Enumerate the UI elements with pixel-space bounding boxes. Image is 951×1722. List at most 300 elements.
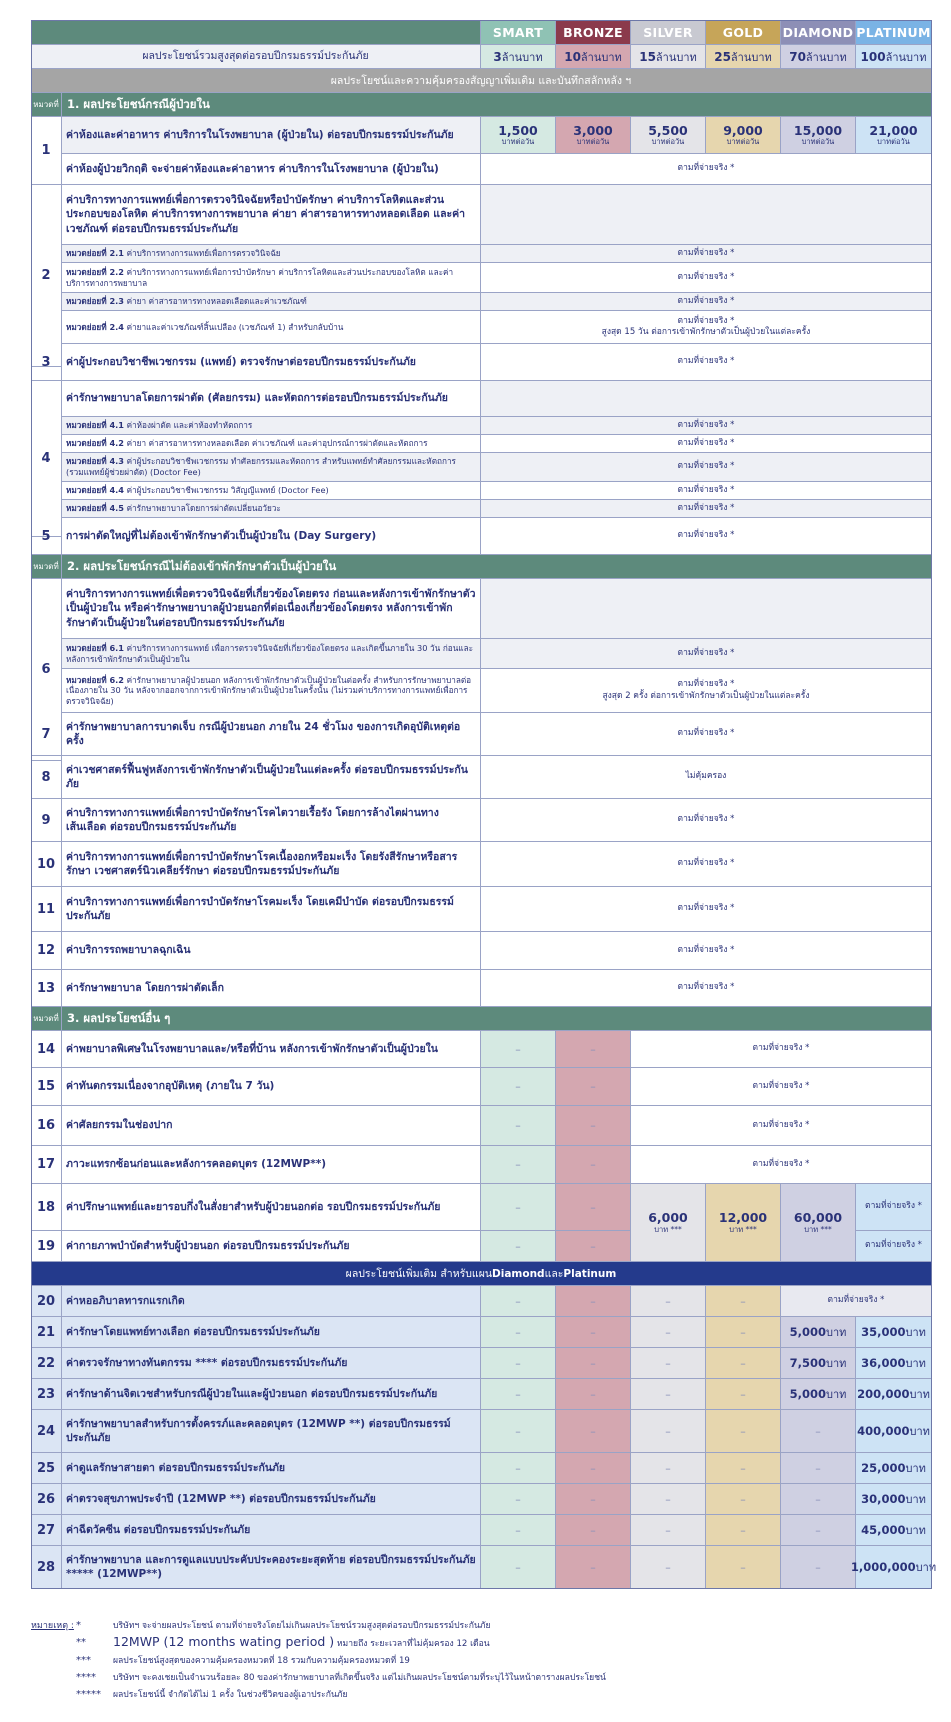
actual-text: ตามที่จ่ายจริง * — [677, 944, 735, 955]
row-number: 5 — [31, 518, 62, 555]
amount-unit: บาท — [825, 1388, 847, 1401]
sub-row — [31, 669, 932, 713]
room-value-bronze — [556, 117, 631, 154]
table-row-22 — [31, 1348, 932, 1379]
sub-text: ค่าผู้ประกอบวิชาชีพเวชกรรม ทำศัลยกรรมและหัตถการ สำหรับแพทย์ทำศัลยกรรมและหัตถการ (รวมแพทย์ผู้ช่วยผ่าตัด) (Doctor Fee) — [66, 456, 456, 477]
row-description: ค่าหออภิบาลทารกแรกเกิด — [62, 1286, 481, 1317]
sub-row — [31, 435, 932, 453]
row-number: 13 — [31, 970, 62, 1007]
sub-label: หมวดย่อยที่ 2.2 — [66, 266, 124, 277]
row-number: 24 — [31, 1410, 62, 1453]
sum-unit: ล้านบาท — [885, 50, 927, 64]
actual-text: ตามที่จ่ายจริง * — [677, 271, 735, 282]
value-dash: – — [556, 1515, 631, 1546]
platinum-amount — [856, 1317, 932, 1348]
row-number: 23 — [31, 1379, 62, 1410]
sub-label: หมวดย่อยที่ 6.2 — [66, 674, 124, 685]
plan-sum-platinum — [856, 45, 932, 69]
sum-unit: ล้านบาท — [805, 50, 847, 64]
value-dash: – — [556, 1379, 631, 1410]
sub-description — [62, 453, 481, 482]
sum-number: 10 — [564, 49, 581, 64]
row-number: 11 — [31, 887, 62, 932]
room-value-gold — [706, 117, 781, 154]
row-description: ค่าบริการทางการแพทย์เพื่อการตรวจวินิจฉัยหรือบำบัดรักษา ค่าบริการโลหิตและส่วนประกอบของโลหิต ค่าบริการทางการพยาบาล ค่ายา ค่าสารอาหารทางหลอดเลือด และค่าเวชภัณฑ์ ต่อรอบปีกรมธรรม์ประกันภัย — [62, 185, 481, 245]
value-actual — [781, 1286, 932, 1317]
value-dash: – — [556, 1031, 631, 1068]
row-number: 6 — [31, 579, 62, 761]
value-actual — [631, 1106, 932, 1146]
amount-unit: บาท — [905, 1493, 926, 1506]
value-actual — [481, 311, 932, 344]
row-number: 1 — [31, 117, 62, 185]
combined-unit: บาท *** — [729, 1224, 757, 1234]
plan-header-bronze: BRONZE — [556, 20, 631, 45]
sub-line — [66, 296, 307, 307]
band-and: และ — [544, 1268, 564, 1280]
value-dash: – — [706, 1379, 781, 1410]
sub-description — [62, 435, 481, 453]
actual-text: ตามที่จ่ายจริง * — [677, 356, 735, 367]
room-unit: บาทต่อวัน — [726, 137, 760, 147]
row-description: ค่ารักษาพยาบาลการบาดเจ็บ กรณีผู้ป่วยนอก ภายใน 24 ชั่วโมง ของการเกิดอุบัติเหตุต่อครั้ง — [62, 713, 481, 756]
row-description: ค่าห้องและค่าอาหาร ค่าบริการในโรงพยาบาล (ผู้ป่วยใน) ต่อรอบปีกรมธรรม์ประกันภัย — [62, 117, 481, 154]
room-value: 1,500 — [498, 122, 538, 138]
value-actual — [481, 799, 932, 842]
amount-unit: บาท — [905, 1524, 926, 1537]
table-row-25 — [31, 1453, 932, 1484]
room-value-silver — [631, 117, 706, 154]
note-star: * — [76, 1619, 81, 1631]
value-actual — [481, 435, 932, 453]
value-actual — [481, 263, 932, 293]
value-dash: – — [481, 1453, 556, 1484]
value-dash: – — [481, 1068, 556, 1106]
row-number: 12 — [31, 932, 62, 970]
plan-sum-smart — [481, 45, 556, 69]
plan-sum-silver — [631, 45, 706, 69]
room-value: 9,000 — [723, 122, 763, 138]
table-row-27 — [31, 1515, 932, 1546]
row-number: 10 — [31, 842, 62, 887]
sub-description — [62, 245, 481, 263]
combined-value-silver — [631, 1184, 706, 1262]
sub-row — [31, 263, 932, 293]
note-text: ผลประโยชน์สูงสุดของความคุ้มครองหมวดที่ 18 รวมกับความคุ้มครองหมวดที่ 19 — [113, 1656, 410, 1666]
value-dash: – — [631, 1453, 706, 1484]
actual-text: ตามที่จ่ายจริง * — [677, 903, 735, 914]
table-row-23 — [31, 1379, 932, 1410]
room-value: 5,500 — [648, 122, 688, 138]
value-dash: – — [631, 1484, 706, 1515]
value-dash: – — [781, 1484, 856, 1515]
combined-value-diamond — [781, 1184, 856, 1262]
actual-text: ตามที่จ่ายจริง * — [677, 419, 735, 430]
value-dash: – — [481, 1317, 556, 1348]
note-star: ***** — [76, 1688, 101, 1700]
sub-description — [62, 263, 481, 293]
plan-header-diamond: DIAMOND — [781, 20, 856, 45]
amount-unit: บาท — [909, 1388, 930, 1401]
amount-unit: บาท — [915, 1561, 937, 1574]
actual-text: ตามที่จ่ายจริง * — [752, 1158, 810, 1169]
value-dash: – — [706, 1484, 781, 1515]
band-diamond-platinum — [31, 1262, 932, 1286]
row-number: 8 — [31, 756, 62, 799]
sub-label: หมวดย่อยที่ 2.3 — [66, 296, 124, 307]
section-tag: หมวดที่ — [31, 93, 62, 117]
sub-description — [62, 311, 481, 344]
max-note: สูงสุด 2 ครั้ง ต่อการเข้าพักรักษาตัวเป็นผู้ป่วยในแต่ละครั้ง — [602, 690, 810, 701]
value-dash: – — [781, 1410, 856, 1453]
value-dash: – — [706, 1546, 781, 1589]
additional-band — [31, 1262, 932, 1286]
sum-number: 25 — [714, 49, 731, 64]
value-dash: – — [481, 1546, 556, 1589]
actual-text: ตามที่จ่ายจริง * — [677, 295, 735, 306]
value-dash: – — [481, 1515, 556, 1546]
table-row-28 — [31, 1546, 937, 1589]
table-row-13 — [31, 970, 932, 1007]
room-unit: บาทต่อวัน — [651, 137, 685, 147]
row-1b — [31, 154, 932, 185]
sub-label: หมวดย่อยที่ 4.4 — [66, 485, 124, 496]
note-row — [31, 1617, 931, 1633]
row-number: 19 — [31, 1231, 62, 1262]
amount-value: 25,000 — [861, 1461, 906, 1475]
value-actual — [631, 1031, 932, 1068]
actual-text: ตามที่จ่ายจริง * — [865, 1201, 922, 1212]
sum-label: ผลประโยชน์รวมสูงสุดต่อรอบปีกรมธรรม์ประกันภัย — [31, 45, 481, 69]
sum-number: 100 — [860, 49, 886, 64]
actual-text: ตามที่จ่ายจริง * — [677, 502, 735, 513]
plan-header-platinum: PLATINUM — [856, 20, 932, 45]
table-row-5 — [31, 518, 932, 555]
diamond-amount — [781, 1348, 856, 1379]
sub-line — [66, 248, 281, 259]
row-description: ค่าบริการทางการแพทย์เพื่อตรวจวินิจฉัยที่เกี่ยวข้องโดยตรง ก่อนและหลังการเข้าพักรักษาตัวเป็นผู้ป่วยใน หรือค่ารักษาพยาบาลผู้ป่วยนอกที่ต่อเนื่องเกี่ยวข้องโดยตรง หลังการเข้าพักรักษาตัวเป็นผู้ป่วยในต่อรอบปีกรมธรรม์ประกันภัย — [62, 579, 481, 639]
table-row-12 — [31, 932, 932, 970]
value-dash: – — [631, 1348, 706, 1379]
sub-line — [66, 485, 329, 496]
amount-unit: บาท — [825, 1357, 847, 1370]
row-description: ค่าเวชศาสตร์ฟื้นฟูหลังการเข้าพักรักษาตัวเป็นผู้ป่วยในแต่ละครั้ง ต่อรอบปีกรมธรรม์ประกันภัย — [62, 756, 481, 799]
value-dash: – — [481, 1031, 556, 1068]
sub-row — [31, 500, 932, 518]
section-title: 3. ผลประโยชน์อื่น ๆ — [62, 1007, 932, 1031]
plan-header-gold: GOLD — [706, 20, 781, 45]
note-12mwp: 12MWP (12 months wating period ) — [113, 1634, 335, 1649]
value-actual — [481, 154, 932, 185]
sub-row — [31, 453, 932, 482]
coverage-band: ผลประโยชน์และความคุ้มครองสัญญาเพิ่มเติม และบันทึกสลักหลัง ฯ — [31, 69, 932, 93]
table-row-26 — [31, 1484, 932, 1515]
value-dash: – — [556, 1146, 631, 1184]
sub-line — [66, 503, 281, 514]
row-description: ค่าศัลยกรรมในช่องปาก — [62, 1106, 481, 1146]
value-actual — [481, 245, 932, 263]
table-row-10 — [31, 842, 932, 887]
row-number: 15 — [31, 1068, 62, 1106]
combined-value: 60,000 — [793, 1210, 843, 1226]
sub-text: ค่าบริการทางการแพทย์เพื่อการตรวจวินิจฉัย — [123, 248, 281, 259]
plan-sum-gold — [706, 45, 781, 69]
actual-text: ตามที่จ่ายจริง * — [752, 1043, 810, 1054]
platinum-amount — [856, 1379, 932, 1410]
row-number: 21 — [31, 1317, 62, 1348]
room-value: 15,000 — [793, 122, 843, 138]
sub-line — [66, 267, 476, 288]
sub-text: ค่าห้องผ่าตัด และค่าห้องทำหัตถการ — [123, 420, 253, 431]
sub-label: หมวดย่อยที่ 2.4 — [66, 321, 124, 332]
table-row-3 — [31, 344, 932, 381]
value-dash: – — [481, 1286, 556, 1317]
combined-value: 12,000 — [718, 1210, 768, 1226]
value-dash: – — [556, 1286, 631, 1317]
row-number: 3 — [31, 344, 62, 381]
row-number: 25 — [31, 1453, 62, 1484]
actual-text: ตามที่จ่ายจริง * — [677, 728, 735, 739]
sum-unit: ล้านบาท — [501, 50, 543, 64]
row-description: ค่าบริการทางการแพทย์เพื่อการบำบัดรักษาโรคเนื้องอกหรือมะเร็ง โดยรังสีรักษาหรือสารรักษา เวชศาสตร์นิวเคลียร์รักษา ต่อรอบปีกรมธรรม์ประกันภัย — [62, 842, 481, 887]
note-star: ** — [76, 1636, 86, 1648]
row-1a — [31, 117, 932, 154]
value-dash: – — [706, 1453, 781, 1484]
row-number: 17 — [31, 1146, 62, 1184]
sub-text: ค่ายา ค่าสารอาหารทางหลอดเลือด ค่าเวชภัณฑ์ และค่าอุปกรณ์การผ่าตัดและหัตถการ — [123, 438, 428, 449]
sub-text: ค่าบริการทางการแพทย์เพื่อการบำบัดรักษา ค่าบริการโลหิตและส่วนประกอบของโลหิต และค่าบริการทางการพยาบาล — [66, 266, 454, 288]
actual-text: ตามที่จ่ายจริง * — [677, 484, 735, 495]
platinum-amount — [856, 1515, 932, 1546]
note-text: ผลประโยชน์นี้ จำกัดได้ไม่ 1 ครั้ง ในช่วงชีวิตของผู้เอาประกันภัย — [113, 1690, 348, 1700]
value-actual — [481, 482, 932, 500]
band-text: ผลประโยชน์เพิ่มเติม สำหรับแผน — [345, 1268, 493, 1280]
value-dash: – — [631, 1546, 706, 1589]
sub-row — [31, 293, 932, 311]
value-dash: – — [781, 1546, 856, 1589]
room-value-diamond — [781, 117, 856, 154]
row-number: 9 — [31, 799, 62, 842]
section-tag: หมวดที่ — [31, 1007, 62, 1031]
note-text: บริษัทฯ จะจ่ายผลประโยชน์ ตามที่จ่ายจริงโดยไม่เกินผลประโยชน์รวมสูงสุดต่อรอบปีกรมธรรม์ประกันภัย — [113, 1621, 491, 1631]
amount-unit: บาท — [905, 1462, 926, 1475]
note-row — [31, 1634, 931, 1650]
sub-label: หมวดย่อยที่ 4.3 — [66, 456, 124, 467]
combined-unit: บาท *** — [654, 1224, 682, 1234]
amount-value: 36,000 — [861, 1356, 906, 1370]
row-description: ภาวะแทรกซ้อนก่อนและหลังการคลอดบุตร (12MWP**) — [62, 1146, 481, 1184]
value-actual — [481, 293, 932, 311]
amount-value: 45,000 — [861, 1523, 906, 1537]
sub-label: หมวดย่อยที่ 4.2 — [66, 438, 124, 449]
table-row-7 — [31, 713, 932, 756]
value-actual — [481, 932, 932, 970]
sub-text: ค่าผู้ประกอบวิชาชีพเวชกรรม วิสัญญีแพทย์ (Doctor Fee) — [123, 485, 329, 496]
value-dash: – — [556, 1068, 631, 1106]
table-row-15 — [31, 1068, 932, 1106]
value-dash: – — [556, 1348, 631, 1379]
sub-line — [66, 456, 476, 477]
row-number: 7 — [31, 713, 62, 756]
value-actual — [481, 669, 932, 713]
value-actual — [631, 1068, 932, 1106]
table-row-14 — [31, 1031, 932, 1068]
value-dash: – — [631, 1317, 706, 1348]
blank-cell — [481, 381, 932, 417]
sum-number: 3 — [493, 49, 502, 64]
value-actual — [481, 453, 932, 482]
value-dash: – — [781, 1453, 856, 1484]
sub-description — [62, 482, 481, 500]
value-dash: – — [556, 1184, 631, 1231]
row-number: 14 — [31, 1031, 62, 1068]
amount-unit: บาท — [905, 1326, 926, 1339]
platinum-amount — [856, 1410, 932, 1453]
value-dash: – — [556, 1231, 631, 1262]
row-number: 27 — [31, 1515, 62, 1546]
value-dash: – — [631, 1410, 706, 1453]
table-row-9 — [31, 799, 932, 842]
actual-text: ตามที่จ่ายจริง * — [677, 437, 735, 448]
value-dash: – — [481, 1231, 556, 1262]
actual-text: ตามที่จ่ายจริง * — [677, 858, 735, 869]
section-2 — [31, 555, 932, 579]
row-description: ค่าดูแลรักษาสายตา ต่อรอบปีกรมธรรม์ประกันภัย — [62, 1453, 481, 1484]
platinum-amount — [856, 1348, 932, 1379]
row-number: 16 — [31, 1106, 62, 1146]
diamond-amount — [781, 1317, 856, 1348]
value-dash: – — [481, 1348, 556, 1379]
value-actual — [481, 639, 932, 669]
amount-value: 7,500 — [789, 1356, 826, 1370]
max-note: สูงสุด 15 วัน ต่อการเข้าพักรักษาตัวเป็นผู้ป่วยในแต่ละครั้ง — [601, 327, 811, 337]
value-dash: – — [556, 1453, 631, 1484]
value-dash: – — [481, 1410, 556, 1453]
sub-description — [62, 639, 481, 669]
sub-row — [31, 311, 932, 344]
plan-header-silver: SILVER — [631, 20, 706, 45]
row-6 — [31, 579, 932, 639]
table-row-24 — [31, 1410, 932, 1453]
actual-text: ตามที่จ่ายจริง * — [677, 679, 735, 690]
section-tag: หมวดที่ — [31, 555, 62, 579]
section-3 — [31, 1007, 932, 1031]
actual-text: ตามที่จ่ายจริง * — [752, 1119, 810, 1130]
sub-line — [66, 675, 476, 707]
sum-unit: ล้านบาท — [580, 50, 622, 64]
amount-unit: บาท — [905, 1357, 926, 1370]
amount-value: 200,000 — [857, 1387, 910, 1401]
row-4 — [31, 381, 932, 417]
platinum-amount — [856, 1453, 932, 1484]
blank-cell — [481, 579, 932, 639]
row-description: ค่ารักษาพยาบาล และการดูแลแบบประคับประคองระยะสุดท้าย ต่อรอบปีกรมธรรม์ประกันภัย ***** (12MWP**) — [62, 1546, 481, 1589]
value-actual — [481, 713, 932, 756]
room-unit: บาทต่อวัน — [877, 137, 910, 147]
sub-label: หมวดย่อยที่ 2.1 — [66, 248, 124, 259]
sum-number: 70 — [789, 49, 806, 64]
value-actual — [481, 842, 932, 887]
plan-sum-diamond — [781, 45, 856, 69]
row-number: 22 — [31, 1348, 62, 1379]
notes-label: หมายเหตุ : — [31, 1621, 74, 1631]
room-value: 3,000 — [573, 122, 613, 138]
sum-unit: ล้านบาท — [730, 50, 772, 64]
sub-description — [62, 669, 481, 713]
actual-text: ตามที่จ่ายจริง * — [677, 982, 735, 993]
actual-text: ตามที่จ่ายจริง * — [827, 1295, 885, 1306]
plan-sum-bronze — [556, 45, 631, 69]
row-number: 20 — [31, 1286, 62, 1317]
sub-text: ค่ารักษาพยาบาลผู้ป่วยนอก หลังการเข้าพักรักษาตัวเป็นผู้ป่วยในต่อครั้ง สำหรับการรักษาพยาบาลต่อเนื่องภายใน 30 วัน หลังจากออกจากการเข้าพักรักษาตัวเป็นผู้ป่วยในครั้งนั้น (ไม่รวมค่าบริการทางการแพทย์เพื่อการตรวจวินิจฉัย) — [66, 674, 472, 706]
value-dash: – — [481, 1484, 556, 1515]
actual-text: ตามที่จ่ายจริง * — [677, 247, 735, 258]
note-text: บริษัทฯ จะคงเชยเป็นจำนวนร้อยละ 80 ของค่ารักษาพยาบาลที่เกิดขึ้นจริง แต่ไม่เกินผลประโยชน์ตามที่ระบุไว้ในหน้าตารางผลประโยชน์ — [113, 1673, 606, 1683]
row-description: ค่าทันตกรรมเนื่องจากอุบัติเหตุ (ภายใน 7 วัน) — [62, 1068, 481, 1106]
table-row-20 — [31, 1286, 932, 1317]
room-value-platinum — [856, 117, 932, 154]
sub-text: ค่ารักษาพยาบาลโดยการผ่าตัดเปลี่ยนอวัยวะ — [123, 503, 281, 514]
sub-description — [62, 500, 481, 518]
combined-value-gold — [706, 1184, 781, 1262]
blank-cell — [481, 185, 932, 245]
row-description: ค่ารักษาโดยแพทย์ทางเลือก ต่อรอบปีกรมธรรม์ประกันภัย — [62, 1317, 481, 1348]
row-description: การผ่าตัดใหญ่ที่ไม่ต้องเข้าพักรักษาตัวเป็นผู้ป่วยใน (Day Surgery) — [62, 518, 481, 555]
band-platinum: Platinum — [563, 1267, 617, 1280]
actual-text: ตามที่จ่ายจริง * — [677, 315, 735, 326]
amount-value: 30,000 — [861, 1492, 906, 1506]
value-actual — [481, 417, 932, 435]
row-description: ค่ารักษาพยาบาลสำหรับการตั้งครรภ์และคลอดบุตร (12MWP **) ต่อรอบปีกรมธรรม์ประกันภัย — [62, 1410, 481, 1453]
table-row-11 — [31, 887, 932, 932]
table-row-16 — [31, 1106, 932, 1146]
table-row-21 — [31, 1317, 932, 1348]
sum-number: 15 — [639, 49, 656, 64]
row-description: ค่าบริการรถพยาบาลฉุกเฉิน — [62, 932, 481, 970]
plan-header-row — [31, 20, 932, 45]
row-description: ค่าตรวจรักษาทางทันตกรรม **** ต่อรอบปีกรมธรรม์ประกันภัย — [62, 1348, 481, 1379]
value-dash: – — [481, 1146, 556, 1184]
sub-label: หมวดย่อยที่ 4.5 — [66, 503, 124, 514]
amount-value: 400,000 — [857, 1424, 910, 1438]
row-description: ค่าบริการทางการแพทย์เพื่อการบำบัดรักษาโรคมะเร็ง โดยเคมีบำบัด ต่อรอบปีกรมธรรม์ประกันภัย — [62, 887, 481, 932]
room-unit: บาทต่อวัน — [576, 137, 610, 147]
value-actual — [481, 518, 932, 555]
row-description: ค่าผู้ประกอบวิชาชีพเวชกรรม (แพทย์) ตรวจรักษาต่อรอบปีกรมธรรม์ประกันภัย — [62, 344, 481, 381]
sub-line — [66, 438, 427, 449]
note-row — [31, 1669, 931, 1685]
value-actual — [481, 970, 932, 1007]
note-row — [31, 1652, 931, 1668]
plan-header-smart: SMART — [481, 20, 556, 45]
band-diamond: Diamond — [492, 1267, 545, 1280]
value-dash: – — [781, 1515, 856, 1546]
row-2 — [31, 185, 932, 245]
value-dash: – — [631, 1286, 706, 1317]
sum-unit: ล้านบาท — [655, 50, 697, 64]
sub-description — [62, 417, 481, 435]
value-actual — [481, 887, 932, 932]
platinum-amount — [850, 1546, 937, 1589]
value-dash: – — [481, 1184, 556, 1231]
amount-value: 5,000 — [789, 1325, 826, 1339]
sub-line — [66, 420, 252, 431]
note-star: *** — [76, 1654, 91, 1666]
combined-value: 6,000 — [648, 1210, 688, 1226]
band-row — [31, 69, 932, 93]
sub-description — [62, 293, 481, 311]
merged-18-19 — [31, 1184, 932, 1262]
